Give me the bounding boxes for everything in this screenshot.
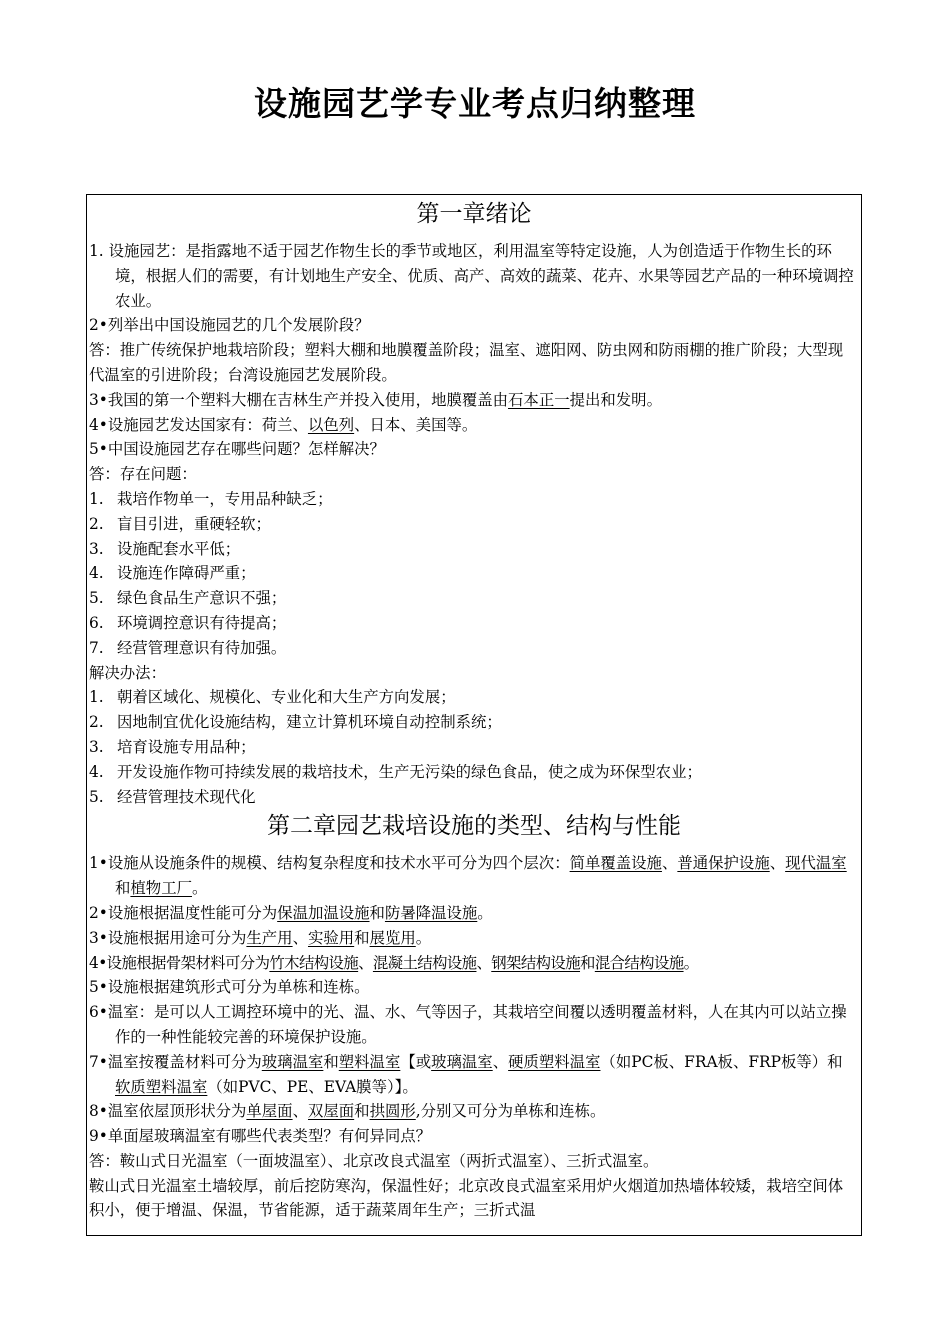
list-item: 7. 经营管理意识有待加强。: [89, 638, 287, 657]
ch2-item-4: 4•设施根据骨架材料可分为竹木结构设施、混凝土结构设施、钢架结构设施和混合结构设施。: [89, 953, 699, 972]
underlined-term: 现代温室: [785, 854, 847, 873]
underlined-term: 硬质塑料温室: [508, 1052, 601, 1071]
ch2-item-5: 5•设施根据建筑形式可分为单栋和连栋。: [89, 978, 370, 997]
underlined-term: 钢架结构设施: [491, 953, 581, 972]
underlined-term: 实验用: [307, 928, 355, 947]
list-item: 1. 朝着区域化、规模化、专业化和大生产方向发展；: [89, 688, 456, 707]
underlined-term: 保温加温设施: [277, 903, 370, 922]
ch1-answer-5-intro: 答：存在问题：: [89, 465, 197, 484]
solutions-list: [87, 685, 861, 809]
list-item: 5. 绿色食品生产意识不强；: [89, 589, 287, 608]
underlined-term: 玻璃温室: [431, 1052, 493, 1071]
ch2-item-6: 6•温室：是可以人工调控环境中的光、温、水、气等因子，其栽培空间覆以透明覆盖材料，人在其内可以站立操作的一种性能较完善的环境保护设施。: [89, 1003, 847, 1046]
chapter-1-title: 第一章绪论: [416, 201, 532, 227]
content-frame: [86, 194, 862, 1236]
list-item: 6. 环境调控意识有待提高；: [89, 613, 287, 632]
ch1-item-4: 4•设施园艺发达国家有：荷兰、以色列、日本、美国等。: [89, 415, 478, 434]
underlined-term: 以色列: [307, 415, 355, 434]
underlined-term: 软质塑料温室: [115, 1077, 208, 1096]
ch2-item-2: 2•设施根据温度性能可分为保温加温设施和防暑降温设施。: [89, 903, 493, 922]
ch1-item-3: 3•我国的第一个塑料大棚在吉林生产并投入使用，地膜覆盖由石本正一提出和发明。: [89, 390, 662, 409]
ch1-answer-2: 答：推广传统保护地栽培阶段；塑料大棚和地膜覆盖阶段；温室、遮阳网、防虫网和防雨棚的推广阶段；大型现代温室的引进阶段；台湾设施园艺发展阶段。: [89, 341, 844, 384]
ch2-item-3: 3•设施根据用途可分为生产用、实验用和展览用。: [89, 928, 432, 947]
solutions-label: 解决办法：: [89, 663, 166, 682]
underlined-term: 双屋面: [307, 1102, 355, 1121]
list-item: 1. 栽培作物单一，专用品种缺乏；: [89, 489, 333, 508]
list-item: 5. 经营管理技术现代化: [89, 787, 256, 806]
list-item: 2. 因地制宜优化设施结构，建立计算机环境自动控制系统；: [89, 713, 502, 732]
underlined-term: 普通保护设施: [677, 854, 770, 873]
underlined-term: 混合结构设施: [594, 953, 684, 972]
ch2-answer-9-detail: 鞍山式日光温室土墙较厚，前后挖防寒沟，保温性好；北京改良式温室采用炉火烟道加热墙体较矮，栽培空间体积小，便于增温、保温，节省能源，适于蔬菜周年生产；三折式温: [89, 1176, 844, 1220]
chapter-2-title: 第二章园艺栽培设施的类型、结构与性能: [267, 813, 681, 840]
ch2-item-1: 1•设施从设施条件的规模、结构复杂程度和技术水平可分为四个层次：简单覆盖设施、普通保护设施、现代温室和植物工厂。: [89, 854, 847, 898]
list-item: 4. 开发设施作物可持续发展的栽培技术，生产无污染的绿色食品，使之成为环保型农业；: [89, 762, 702, 781]
underlined-term: 防暑降温设施: [384, 903, 478, 922]
underlined-term: 混凝土结构设施: [372, 953, 477, 972]
underlined-term: 展览用: [369, 928, 416, 947]
list-item: 3. 设施配套水平低；: [89, 539, 241, 558]
underlined-term: 竹木结构设施: [269, 953, 359, 972]
list-item: 3. 培育设施专用品种；: [89, 737, 256, 756]
ch2-answer-9-types: 答：鞍山式日光温室（一面坡温室）、北京改良式温室（两折式温室）、三折式温室。: [89, 1151, 659, 1170]
underlined-term: 单屋面: [246, 1102, 293, 1121]
underlined-term: 植物工厂: [130, 879, 192, 898]
underlined-term: 简单覆盖设施: [569, 854, 662, 873]
list-item: 4. 设施连作障碍严重；: [89, 564, 256, 583]
list-item: 2. 盲目引进，重硬轻软；: [89, 514, 271, 533]
ch2-item-7: 7•温室按覆盖材料可分为玻璃温室和塑料温室【或玻璃温室、硬质塑料温室（如PC板、FRA板、FRP板等）和软质塑料温室（如PVC、PE、EVA膜等）】。: [89, 1052, 843, 1096]
underlined-term: 石本正一: [508, 390, 570, 409]
underlined-term: 塑料温室: [338, 1052, 401, 1071]
underlined-term: 玻璃温室: [261, 1052, 324, 1071]
underlined-term: 拱圆形: [369, 1102, 416, 1121]
problems-list: [87, 487, 861, 661]
ch1-question-5: 5•中国设施园艺存在哪些问题？怎样解决？: [89, 440, 385, 459]
document-title: 设施园艺学专业考点归纳整理: [254, 84, 696, 123]
ch2-question-9: 9•单面屋玻璃温室有哪些代表类型？有何异同点？: [89, 1127, 432, 1146]
ch1-question-2: 2•列举出中国设施园艺的几个发展阶段？: [89, 316, 370, 335]
ch1-item-1: 1. 设施园艺：是指露地不适于园艺作物生长的季节或地区，利用温室等特定设施，人为创造适于作物生长的环境，根据人们的需要，有计划地生产安全、优质、高产、高效的蔬菜、花卉、水果等园艺产品的一种环境调控农业。: [89, 242, 854, 310]
ch2-item-8: 8•温室依屋顶形状分为单屋面、双屋面和拱圆形,分别又可分为单栋和连栋。: [89, 1102, 606, 1121]
underlined-term: 生产用: [246, 928, 293, 947]
